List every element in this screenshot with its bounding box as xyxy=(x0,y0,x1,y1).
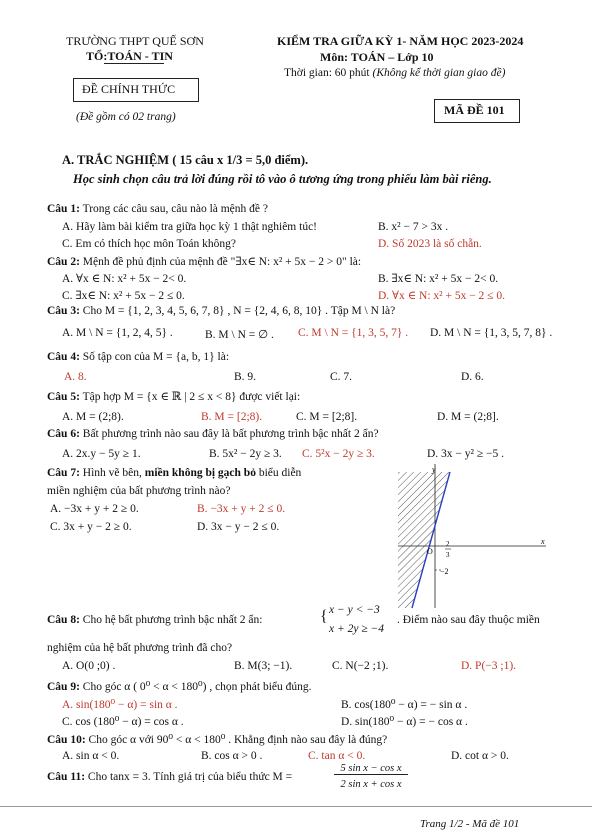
q6-option-d: D. 3x − y² ≥ −5 . xyxy=(427,448,505,460)
origin-label: O xyxy=(427,547,433,556)
q2-text: Mệnh đề phủ định của mệnh đề "∃x∈ N: x² + 5x − 2 > 0" là: xyxy=(82,256,362,268)
department: TỔ:TOÁN - TIN xyxy=(86,49,173,63)
question-10 xyxy=(47,732,387,746)
q4-option-d: D. 6. xyxy=(461,371,484,383)
q7-option-a: A. −3x + y + 2 ≥ 0. xyxy=(50,503,139,515)
q1-option-b: B. x² − 7 > 3x . xyxy=(378,221,449,233)
q3-option-c: C. M \ N = {1, 3, 5, 7} . xyxy=(298,327,409,339)
q8-label-text xyxy=(47,614,262,626)
header-underline xyxy=(104,63,164,64)
q7-option-d: D. 3x − y − 2 ≤ 0. xyxy=(197,521,280,533)
inequality-graph xyxy=(390,460,550,610)
q9-text: Cho góc α ( 0⁰ < α < 180⁰) , chọn phát biểu đúng. xyxy=(82,681,312,693)
question-6 xyxy=(47,428,379,440)
q3-option-a: A. M \ N = {1, 2, 4, 5} . xyxy=(62,327,173,339)
question-3 xyxy=(47,305,395,317)
question-4 xyxy=(47,351,229,363)
q8-option-b: B. M(3; −1). xyxy=(234,660,293,672)
q8-text2: . Điểm nào sau đây thuộc miền xyxy=(397,614,540,626)
q9-option-d: D. sin(180⁰ − α) = − cos α . xyxy=(341,716,468,728)
question-2 xyxy=(47,254,361,268)
x-intercept-numerator: 2 xyxy=(446,540,450,548)
time-note: (Không kể thời gian giao đề) xyxy=(372,67,506,79)
q8-line2: nghiệm của hệ bất phương trình đã cho? xyxy=(47,642,233,654)
school-name: TRƯỜNG THPT QUẾ SƠN xyxy=(66,34,204,48)
q8-label: Câu 8: xyxy=(47,614,80,626)
q8-system-line-1: x − y < −3 xyxy=(329,604,380,616)
q4-option-b: B. 9. xyxy=(234,371,257,383)
q3-option-b: B. M \ N = ∅ . xyxy=(205,329,274,341)
q5-option-b: B. M = [2;8). xyxy=(201,411,263,423)
q6-option-a: A. 2x.y − 5y ≥ 1. xyxy=(62,448,141,460)
q10-option-a: A. sin α < 0. xyxy=(62,750,120,762)
q11-numerator: 5 sin x − cos x xyxy=(334,763,408,775)
q7-text2: biểu diễn xyxy=(258,467,302,479)
q6-option-c: C. 5²x − 2y ≥ 3. xyxy=(302,448,375,460)
q7-label: Câu 7: xyxy=(47,467,80,479)
q1-text: Trong các câu sau, câu nào là mệnh đề ? xyxy=(82,203,268,215)
q4-text: Số tập con của M = {a, b, 1} là: xyxy=(82,351,230,363)
q4-option-c: C. 7. xyxy=(330,371,353,383)
q8-system-line-2: x + 2y ≥ −4 xyxy=(329,623,385,635)
section-instruction: Học sinh chọn câu trả lời đúng rồi tô vào ô tương ứng trong phiếu làm bài riêng. xyxy=(73,172,492,186)
exam-code: MÃ ĐỀ 101 xyxy=(444,103,505,117)
q7-option-b: B. −3x + y + 2 ≤ 0. xyxy=(197,503,286,515)
q2-label: Câu 2: xyxy=(47,256,80,268)
q2-option-d: D. ∀x ∈ N: x² + 5x − 2 ≤ 0. xyxy=(378,290,505,302)
q1-option-a: A. Hãy làm bài kiểm tra giữa học kỳ 1 thật nghiêm túc! xyxy=(62,221,318,233)
q6-option-b: B. 5x² − 2y ≥ 3. xyxy=(209,448,282,460)
question-9 xyxy=(47,679,312,693)
q10-text: Cho góc α với 90⁰ < α < 180⁰ . Khẳng định nào sau đây là đúng? xyxy=(88,734,388,746)
q2-option-a: A. ∀x ∈ N: x² + 5x − 2< 0. xyxy=(62,273,187,285)
q5-option-c: C. M = [2;8]. xyxy=(296,411,358,423)
question-1 xyxy=(47,203,268,215)
pages-note: (Đề gồm có 02 trang) xyxy=(76,111,176,123)
q4-option-a: A. 8. xyxy=(64,371,87,383)
question-5 xyxy=(47,389,300,403)
y-axis-label: y xyxy=(432,465,436,474)
q7-option-c: C. 3x + y − 2 ≥ 0. xyxy=(50,521,132,533)
q7-text-bold: miền không bị gạch bỏ xyxy=(144,467,256,479)
q5-option-a: A. M = (2;8). xyxy=(62,411,124,423)
q11-text: Cho tanx = 3. Tính giá trị của biểu thức M = xyxy=(87,771,293,783)
section-title: A. TRẮC NGHIỆM ( 15 câu x 1/3 = 5,0 điểm). xyxy=(62,153,309,167)
q9-option-b: B. cos(180⁰ − α) = − sin α . xyxy=(341,699,468,711)
q5-option-d: D. M = (2;8]. xyxy=(437,411,499,423)
q5-label: Câu 5: xyxy=(47,391,80,403)
q8-text1: Cho hệ bất phương trình bậc nhất 2 ẩn: xyxy=(82,614,263,626)
brace-icon: { xyxy=(320,608,328,625)
q7-text1: Hình vẽ bên, xyxy=(82,467,142,479)
q10-label: Câu 10: xyxy=(47,734,86,746)
q3-option-d: D. M \ N = {1, 3, 5, 7, 8} . xyxy=(430,327,553,339)
q5-text: Tập hợp M = {x ∈ ℝ | 2 ≤ x < 8} được viết lại: xyxy=(82,391,301,403)
subject: Môn: TOÁN – Lớp 10 xyxy=(320,50,434,64)
x-intercept-denominator: 3 xyxy=(446,551,450,559)
q10-option-c: C. tan α < 0. xyxy=(308,750,366,762)
q11-denominator: 2 sin x + cos x xyxy=(340,779,402,790)
x-axis-label: x xyxy=(541,537,545,546)
q1-label: Câu 1: xyxy=(47,203,80,215)
hatched-region xyxy=(398,472,468,608)
q2-option-c: C. ∃x∈ N: x² + 5x − 2 ≤ 0. xyxy=(62,290,185,302)
q8-option-c: C. N(−2 ;1). xyxy=(332,660,389,672)
question-11 xyxy=(47,771,292,783)
q3-text: Cho M = {1, 2, 3, 4, 5, 6, 7, 8} , N = {2, 4, 6, 8, 10} . Tập M \ N là? xyxy=(82,305,396,317)
q10-option-b: B. cos α > 0 . xyxy=(201,750,263,762)
q1-option-c: C. Em có thích học môn Toán không? xyxy=(62,238,237,250)
q11-label: Câu 11: xyxy=(47,771,86,783)
footer-rule xyxy=(0,806,592,807)
q9-option-c: C. cos (180⁰ − α) = cos α . xyxy=(62,716,184,728)
q8-option-d: D. P(−3 ;1). xyxy=(461,660,517,672)
q7-line2: miền nghiệm của bất phương trình nào? xyxy=(47,485,231,497)
footer-page: Trang 1/2 - Mã đề 101 xyxy=(420,818,520,830)
time-label: Thời gian: 60 phút xyxy=(284,67,370,79)
q8-option-a: A. O(0 ;0) . xyxy=(62,660,116,672)
q9-label: Câu 9: xyxy=(47,681,80,693)
q9-option-a: A. sin(180⁰ − α) = sin α . xyxy=(62,699,178,711)
question-7 xyxy=(47,467,301,479)
q6-text: Bất phương trình nào sau đây là bất phương trình bậc nhất 2 ẩn? xyxy=(82,428,379,440)
q3-label: Câu 3: xyxy=(47,305,80,317)
y-intercept-label: −2 xyxy=(440,567,449,576)
q10-option-d: D. cot α > 0. xyxy=(451,750,509,762)
q4-label: Câu 4: xyxy=(47,351,80,363)
official-label: ĐỀ CHÍNH THỨC xyxy=(82,82,176,96)
exam-title: KIỂM TRA GIỮA KỲ 1- NĂM HỌC 2023-2024 xyxy=(277,34,524,48)
q2-option-b: B. ∃x∈ N: x² + 5x − 2< 0. xyxy=(378,273,499,285)
q1-option-d: D. Số 2023 là số chẵn. xyxy=(378,238,482,250)
q6-label: Câu 6: xyxy=(47,428,80,440)
time xyxy=(284,67,505,79)
